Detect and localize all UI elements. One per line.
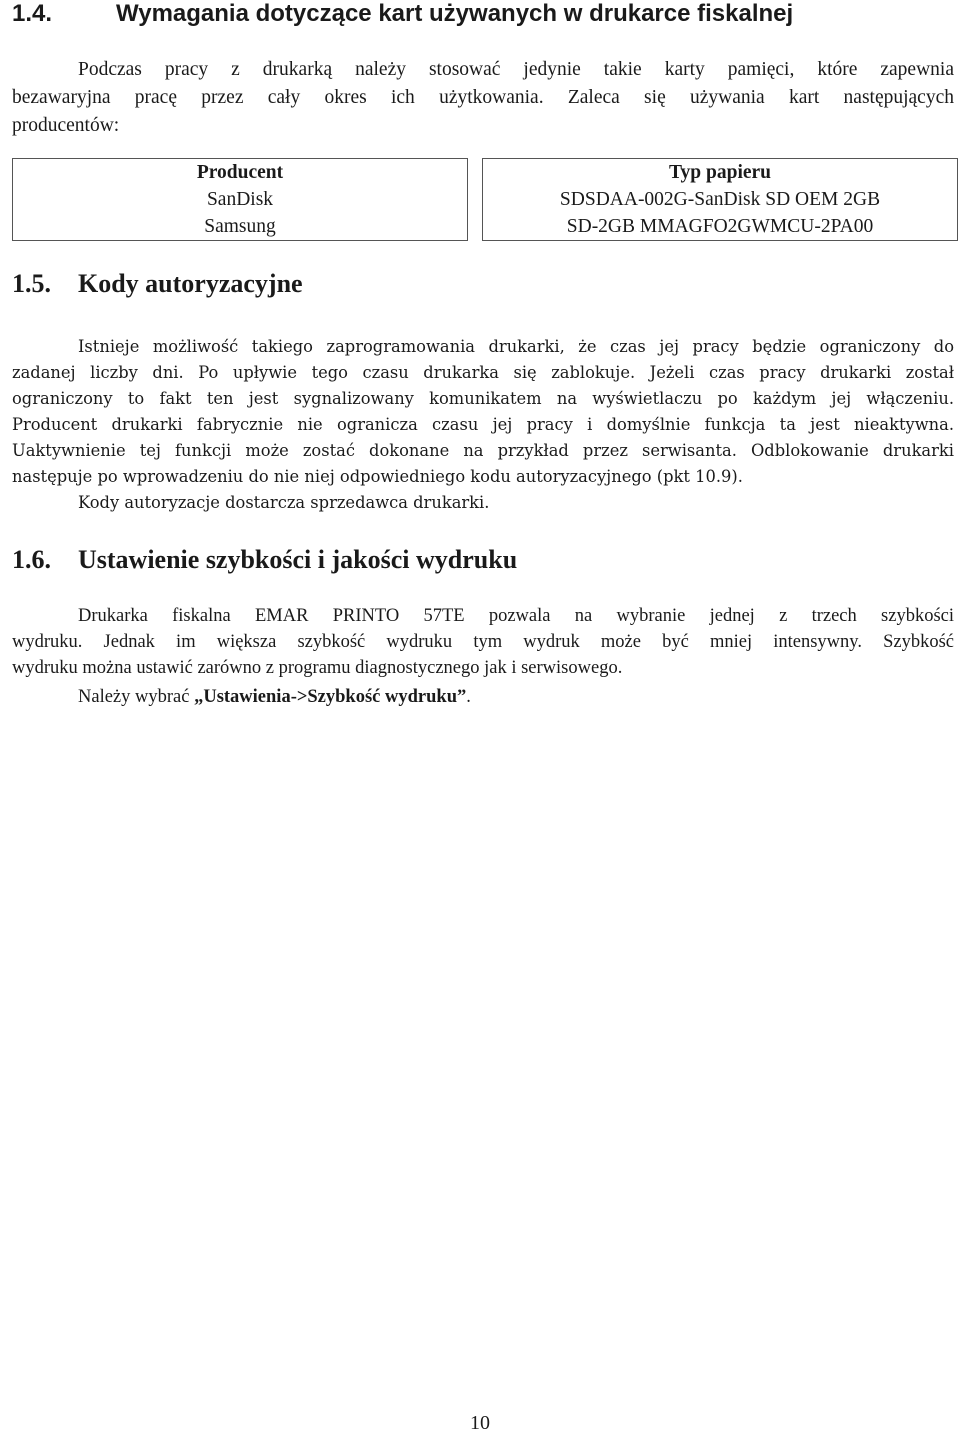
text-line: producentów:: [12, 115, 120, 136]
section-number: 1.4.: [12, 0, 53, 27]
section-title: Ustawienie szybkości i jakości wydruku: [78, 545, 518, 574]
section-title: Wymagania dotyczące kart używanych w drukarce fiskalnej: [116, 0, 794, 27]
section-heading-1-5: [12, 268, 303, 300]
paper-type-column: [483, 159, 958, 241]
intro-paragraph: [12, 56, 954, 140]
table-cell: SanDisk: [206, 189, 274, 210]
section-heading-1-4: [12, 0, 793, 28]
menu-path: „Ustawienia->Szybkość wydruku”: [194, 687, 467, 707]
section-title: Kody autoryzacyjne: [78, 269, 303, 298]
text-line: Producent drukarki fabrycznie nie ogranicza czasu jej pracy i domyślnie funkcja ta jest nieaktywna.: [12, 415, 954, 434]
table-header: Producent: [196, 162, 284, 183]
page-number: 10: [470, 1412, 490, 1434]
menu-instruction: [12, 684, 954, 710]
print-speed-paragraph: [12, 603, 954, 681]
table-row: [13, 159, 958, 241]
text-line: zadanej liczby dni. Po upływie tego czasu drukarka się zablokuje. Jeżeli czas pracy drukarki został: [12, 363, 954, 382]
text-line: wydruku można ustawić zarówno z programu diagnostycznego jak i serwisowego.: [12, 658, 623, 678]
text-line: ograniczony to fakt ten jest sygnalizowany komunikatem na wyświetlaczu po każdym jej włączeniu.: [12, 389, 954, 408]
text-line: bezawaryjna pracę przez cały okres ich użytkowania. Zaleca się używania kart następujących: [12, 87, 954, 108]
text-line: następuje po wprowadzeniu do nie niej odpowiedniego kodu autoryzacyjnego (pkt 10.9).: [12, 467, 743, 486]
text-line: Drukarka fiskalna EMAR PRINTO 57TE pozwala na wybranie jednej z trzech szybkości: [78, 606, 954, 626]
memory-card-table: [12, 158, 958, 241]
producer-column: [13, 159, 468, 241]
table-cell: SDSDAA-002G-SanDisk SD OEM 2GB: [559, 189, 881, 210]
column-gap: [468, 159, 483, 241]
section-number: 1.6.: [12, 545, 51, 574]
instruction-suffix: .: [466, 687, 471, 707]
section-heading-1-6: [12, 542, 517, 578]
section-number: 1.5.: [12, 269, 51, 298]
instruction-prefix: Należy wybrać: [78, 687, 195, 707]
text-line: Kody autoryzacje dostarcza sprzedawca drukarki.: [78, 493, 490, 512]
text-line: Istnieje możliwość takiego zaprogramowania drukarki, że czas jej pracy będzie ograniczony do: [78, 337, 954, 356]
table-cell: SD-2GB MMAGFO2GWMCU-2PA00: [566, 216, 874, 237]
table-header: Typ papieru: [668, 162, 772, 183]
authorization-paragraph: [12, 334, 954, 516]
text-line: Podczas pracy z drukarką należy stosować jedynie takie karty pamięci, które zapewnia: [78, 59, 954, 80]
text-line: [12, 684, 954, 710]
text-line: Uaktywnienie tej funkcji może zostać dokonane na przykład przez serwisanta. Odblokowanie drukarki: [12, 441, 954, 460]
text-line: wydruku. Jednak im większa szybkość wydruku tym wydruk może być mniej intensywny. Szybkość: [12, 632, 954, 652]
table-cell: Samsung: [204, 216, 276, 237]
